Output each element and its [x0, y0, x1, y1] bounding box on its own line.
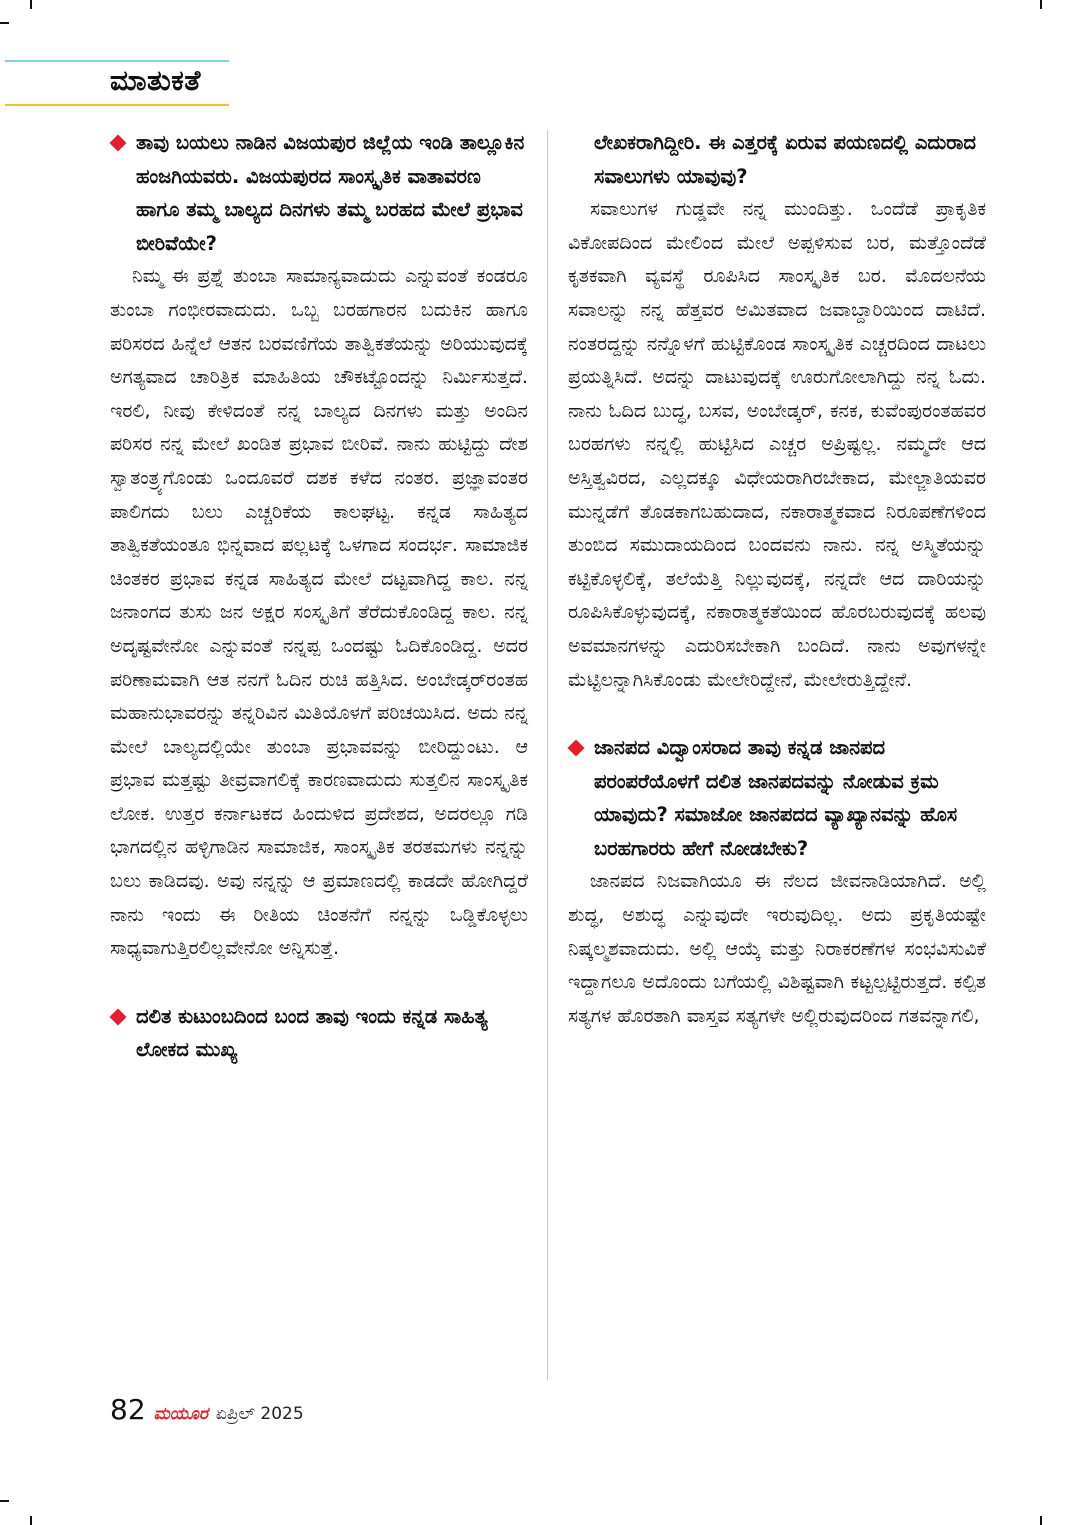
crop-mark	[1040, 0, 1042, 9]
question-2-start	[110, 1000, 528, 1067]
magazine-logo: ಮಯೂರ	[153, 1404, 208, 1424]
section-rule-bottom	[5, 104, 229, 106]
crop-mark	[0, 1500, 9, 1502]
crop-mark	[30, 1516, 32, 1525]
answer-1: ನಿಮ್ಮ ಈ ಪ್ರಶ್ನೆ ತುಂಬಾ ಸಾಮಾನ್ಯವಾದುದು ಎನ್ನುವಂತೆ ಕಂಡರೂ ತುಂಬಾ ಗಂಭೀರವಾದುದು. ಒಬ್ಬ ಬರಹಗಾರನ ಬದುಕಿನ ಹಾಗೂ ಪರಿಸರದ ಹಿನ್ನೆಲೆ ಆತನ ಬರವಣಿಗೆಯ ತಾತ್ವಿಕತೆಯನ್ನು ಅರಿಯುವುದಕ್ಕೆ ಅಗತ್ಯವಾದ ಚಾರಿತ್ರಿಕ ಮಾಹಿತಿಯ ಚೌಕಟ್ಟೊಂದನ್ನು ನಿರ್ಮಿಸುತ್ತದೆ. ಇರಲಿ, ನೀವು ಕೇಳಿದಂತೆ ನನ್ನ ಬಾಲ್ಯದ ದಿನಗಳು ಮತ್ತು ಅಂದಿನ ಪರಿಸರ ನನ್ನ ಮೇಲೆ ಖಂಡಿತ ಪ್ರಭಾವ ಬೀರಿವೆ. ನಾನು ಹುಟ್ಟಿದ್ದು ದೇಶ ಸ್ವಾತಂತ್ರ್ಯಗೊಂಡು ಒಂದೂವರೆ ದಶಕ ಕಳೆದ ನಂತರ. ಪ್ರಜ್ಞಾವಂತರ ಪಾಲಿಗದು ಬಲು ಎಚ್ಚರಿಕೆಯ ಕಾಲಘಟ್ಟ. ಕನ್ನಡ ಸಾಹಿತ್ಯದ ತಾತ್ವಿಕತೆಯಂತೂ ಭಿನ್ನವಾದ ಪಲ್ಲಟಕ್ಕೆ ಒಳಗಾದ ಸಂದರ್ಭ. ಸಾಮಾಜಿಕ ಚಿಂತಕರ ಪ್ರಭಾವ ಕನ್ನಡ ಸಾಹಿತ್ಯದ ಮೇಲೆ ದಟ್ಟವಾಗಿದ್ದ ಕಾಲ. ನನ್ನ ಜನಾಂಗದ ತುಸು ಜನ ಅಕ್ಷರ ಸಂಸ್ಕೃತಿಗೆ ತೆರೆದುಕೊಂಡಿದ್ದ ಕಾಲ. ನನ್ನ ಅದೃಷ್ಟವೇನೋ ಎನ್ನುವಂತೆ ನನ್ನಪ್ಪ ಒಂದಷ್ಟು ಓದಿಕೊಂಡಿದ್ದ. ಅದರ ಪರಿಣಾಮವಾಗಿ ಆತ ನನಗೆ ಓದಿನ ರುಚಿ ಹತ್ತಿಸಿದ. ಅಂಬೇಡ್ಕರ್‌ರಂತಹ ಮಹಾನುಭಾವರನ್ನು ತನ್ನರಿವಿನ ಮಿತಿಯೊಳಗೆ ಪರಿಚಯಿಸಿದ. ಅದು ನನ್ನ ಮೇಲೆ ಬಾಲ್ಯದಲ್ಲಿಯೇ ತುಂಬಾ ಪ್ರಭಾವವನ್ನು ಬೀರಿದ್ದುಂಟು. ಆ ಪ್ರಭಾವ ಮತ್ತಷ್ಟು ತೀವ್ರವಾಗಲಿಕ್ಕೆ ಕಾರಣವಾದುದು ಸುತ್ತಲಿನ ಸಾಂಸ್ಕೃತಿಕ ಲೋಕ. ಉತ್ತರ ಕರ್ನಾಟಕದ ಹಿಂದುಳಿದ ಪ್ರದೇಶದ, ಅದರಲ್ಲೂ ಗಡಿ ಭಾಗದಲ್ಲಿನ ಹಳ್ಳಿಗಾಡಿನ ಸಾಮಾಜಿಕ, ಸಾಂಸ್ಕೃತಿಕ ತರತಮಗಳು ನನ್ನನ್ನು ಬಲು ಕಾಡಿದವು. ಅವು ನನ್ನನ್ನು ಆ ಪ್ರಮಾಣದಲ್ಲಿ ಕಾಡದೇ ಹೋಗಿದ್ದರೆ ನಾನು ಇಂದು ಈ ರೀತಿಯ ಚಿಂತನೆಗೆ ನನ್ನನ್ನು ಒಡ್ಡಿಕೊಳ್ಳಲು ಸಾಧ್ಯವಾಗುತ್ತಿರಲಿಲ್ಲವೇನೋ ಅನ್ನಿಸುತ್ತೆ.	[110, 265, 528, 960]
crop-mark	[1040, 1516, 1042, 1525]
page-number: 82	[110, 1393, 146, 1426]
left-column	[110, 126, 528, 1067]
issue-date: ಏಪ್ರಿಲ್ 2025	[215, 1404, 304, 1424]
diamond-bullet-icon	[110, 1008, 127, 1025]
page-footer	[110, 1393, 304, 1427]
answer-2: ಸವಾಲುಗಳ ಗುಡ್ಡವೇ ನನ್ನ ಮುಂದಿತ್ತು. ಒಂದೆಡೆ ಪ್ರಾಕೃತಿಕ ವಿಕೋಪದಿಂದ ಮೇಲಿಂದ ಮೇಲೆ ಅಪ್ಪಳಿಸುವ ಬರ, ಮತ್ತೊಂದೆಡೆ ಕೃತಕವಾಗಿ ವ್ಯವಸ್ಥೆ ರೂಪಿಸಿದ ಸಾಂಸ್ಕೃತಿಕ ಬರ. ಮೊದಲನೆಯ ಸವಾಲನ್ನು ನನ್ನ ಹೆತ್ತವರ ಅಮಿತವಾದ ಜವಾಬ್ದಾರಿಯಿಂದ ದಾಟಿದೆ. ನಂತರದ್ದನ್ನು ನನ್ನೊಳಗೆ ಹುಟ್ಟಿಕೊಂಡ ಸಾಂಸ್ಕೃತಿಕ ಎಚ್ಚರದಿಂದ ದಾಟಲು ಪ್ರಯತ್ನಿಸಿದೆ. ಅದನ್ನು ದಾಟುವುದಕ್ಕೆ ಊರುಗೋಲಾಗಿದ್ದು ನನ್ನ ಓದು. ನಾನು ಓದಿದ ಬುದ್ಧ, ಬಸವ, ಅಂಬೇಡ್ಕರ್, ಕನಕ, ಕುವೆಂಪುರಂತಹವರ ಬರಹಗಳು ನನ್ನಲ್ಲಿ ಹುಟ್ಟಿಸಿದ ಎಚ್ಚರ ಅಪ್ರಿಷ್ಟಲ್ಲ. ನಮ್ಮದೇ ಆದ ಅಸ್ತಿತ್ವವಿರದ, ಎಲ್ಲದಕ್ಕೂ ವಿಧೇಯರಾಗಿರಬೇಕಾದ, ಮೇಲ್ಜಾತಿಯವರ ಮುನ್ನಡೆಗೆ ತೊಡಕಾಗಬಹುದಾದ, ನಕಾರಾತ್ಮಕವಾದ ನಿರೂಪಣೆಗಳಿಂದ ತುಂಬಿದ ಸಮುದಾಯದಿಂದ ಬಂದವನು ನಾನು. ನನ್ನ ಅಸ್ಮಿತೆಯನ್ನು ಕಟ್ಟಿಕೊಳ್ಳಲಿಕ್ಕೆ, ತಲೆಯೆತ್ತಿ ನಿಲ್ಲುವುದಕ್ಕೆ, ನನ್ನದೇ ಆದ ದಾರಿಯನ್ನು ರೂಪಿಸಿಕೊಳ್ಳುವುದಕ್ಕೆ, ನಕಾರಾತ್ಮಕತೆಯಿಂದ ಹೊರಬರುವುದಕ್ಕೆ ಹಲವು ಅವಮಾನಗಳನ್ನು ಎದುರಿಸಬೇಕಾಗಿ ಬಂದಿದೆ. ನಾನು ಅವುಗಳನ್ನೇ ಮೆಟ್ಟಿಲನ್ನಾಗಿಸಿಕೊಂಡು ಮೇಲೇರಿದ್ದೇನೆ, ಮೇಲೇರುತ್ತಿದ್ದೇನೆ.	[568, 198, 986, 691]
column-divider	[547, 130, 548, 1380]
question-2-end: ಲೇಖಕರಾಗಿದ್ದೀರಿ. ಈ ಎತ್ತರಕ್ಕೆ ಏರುವ ಪಯಣದಲ್ಲಿ ಎದುರಾದ ಸವಾಲುಗಳು ಯಾವುವು?	[594, 131, 976, 188]
diamond-bullet-icon	[568, 740, 585, 757]
crop-mark	[0, 22, 9, 24]
question-2-start-text: ದಲಿತ ಕುಟುಂಬದಿಂದ ಬಂದ ತಾವು ಇಂದು ಕನ್ನಡ ಸಾಹಿತ್ಯ ಲೋಕದ ಮುಖ್ಯ	[136, 1004, 488, 1062]
question-1	[110, 126, 528, 260]
crop-mark	[30, 0, 32, 9]
diamond-bullet-icon	[110, 135, 127, 152]
question-3-text: ಜಾನಪದ ವಿದ್ವಾಂಸರಾದ ತಾವು ಕನ್ನಡ ಜಾನಪದ ಪರಂಪರೆಯೊಳಗೆ ದಲಿತ ಜಾನಪದವನ್ನು ನೋಡುವ ಕ್ರಮ ಯಾವುದು? ಸಮಾಜೋ ಜಾನಪದದ ವ್ಯಾಖ್ಯಾನವನ್ನು ಹೊಸ ಬರಹಗಾರರು ಹೇಗೆ ನೋಡಬೇಕು?	[594, 736, 958, 860]
section-title: ಮಾತುಕತೆ	[110, 64, 201, 97]
question-1-text: ತಾವು ಬಯಲು ನಾಡಿನ ವಿಜಯಪುರ ಜಿಲ್ಲೆಯ ಇಂಡಿ ತಾಲ್ಲೂಕಿನ ಹಂಜಗಿಯವರು. ವಿಜಯಪುರದ ಸಾಂಸ್ಕೃತಿಕ ವಾತಾವರಣ ಹಾಗೂ ತಮ್ಮ ಬಾಲ್ಯದ ದಿನಗಳು ತಮ್ಮ ಬರಹದ ಮೇಲೆ ಪ್ರಭಾವ ಬೀರಿವೆಯೇ?	[136, 131, 525, 255]
answer-3: ಜಾನಪದ ನಿಜವಾಗಿಯೂ ಈ ನೆಲದ ಜೀವನಾಡಿಯಾಗಿದೆ. ಅಲ್ಲಿ ಶುದ್ಧ, ಅಶುದ್ಧ ಎನ್ನುವುದೇ ಇರುವುದಿಲ್ಲ. ಅದು ಪ್ರಕೃತಿಯಷ್ಟೇ ನಿಷ್ಕಲ್ಮಶವಾದುದು. ಅಲ್ಲಿ ಆಯ್ಕೆ ಮತ್ತು ನಿರಾಕರಣೆಗಳ ಸಂಭವಿಸುವಿಕೆ ಇದ್ದಾಗಲೂ ಅದೊಂದು ಬಗೆಯಲ್ಲಿ ವಿಶಿಷ್ಟವಾಗಿ ಕಟ್ಟಲ್ಪಟ್ಟಿರುತ್ತದೆ. ಕಲ್ಪಿತ ಸತ್ಯಗಳ ಹೊರತಾಗಿ ವಾಸ್ತವ ಸತ್ಯಗಳೇ ಅಲ್ಲಿರುವುದರಿಂದ ಗತವನ್ನಾಗಲಿ,	[568, 870, 986, 1027]
question-3	[568, 731, 986, 865]
right-column	[568, 126, 986, 1033]
section-rule-top	[5, 60, 229, 62]
